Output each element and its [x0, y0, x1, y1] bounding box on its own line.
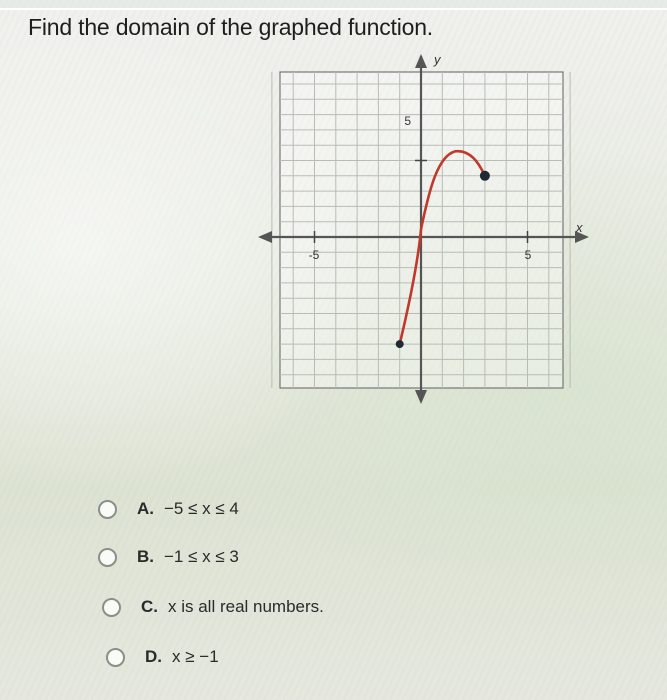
choice-b-letter: B. [137, 547, 154, 566]
top-divider [0, 0, 667, 10]
choice-d-radio[interactable] [106, 648, 125, 667]
choice-b[interactable] [98, 542, 239, 572]
x-tick-label-pos: 5 [524, 248, 532, 262]
choice-a-radio[interactable] [98, 500, 117, 519]
choice-c[interactable] [102, 592, 324, 622]
x-axis-left-arrow [258, 231, 272, 243]
question-text: Find the domain of the graphed function. [28, 14, 434, 40]
graph-svg [258, 52, 598, 412]
function-graph [258, 52, 598, 412]
y-axis-down-arrow [415, 390, 427, 404]
choice-d-letter: D. [145, 647, 162, 666]
y-axis-up-arrow [415, 54, 427, 68]
choice-c-text: x is all real numbers. [168, 597, 324, 616]
left-endpoint-dot [396, 340, 404, 348]
choice-b-text: −1 ≤ x ≤ 3 [164, 547, 239, 566]
choice-c-letter: C. [141, 597, 158, 616]
choice-c-radio[interactable] [102, 598, 121, 617]
choice-b-radio[interactable] [98, 548, 117, 567]
y-axis-label: y [434, 52, 441, 67]
x-axis-label: x [576, 220, 583, 235]
right-endpoint-dot [480, 171, 490, 181]
x-tick-label-neg: -5 [308, 248, 320, 262]
choice-a-letter: A. [137, 499, 154, 518]
y-tick-label-pos: 5 [404, 114, 411, 128]
choice-d-text: x ≥ −1 [172, 647, 219, 666]
choice-a[interactable] [98, 494, 239, 524]
choice-a-text: −5 ≤ x ≤ 4 [164, 499, 239, 518]
choice-d[interactable] [106, 642, 219, 672]
